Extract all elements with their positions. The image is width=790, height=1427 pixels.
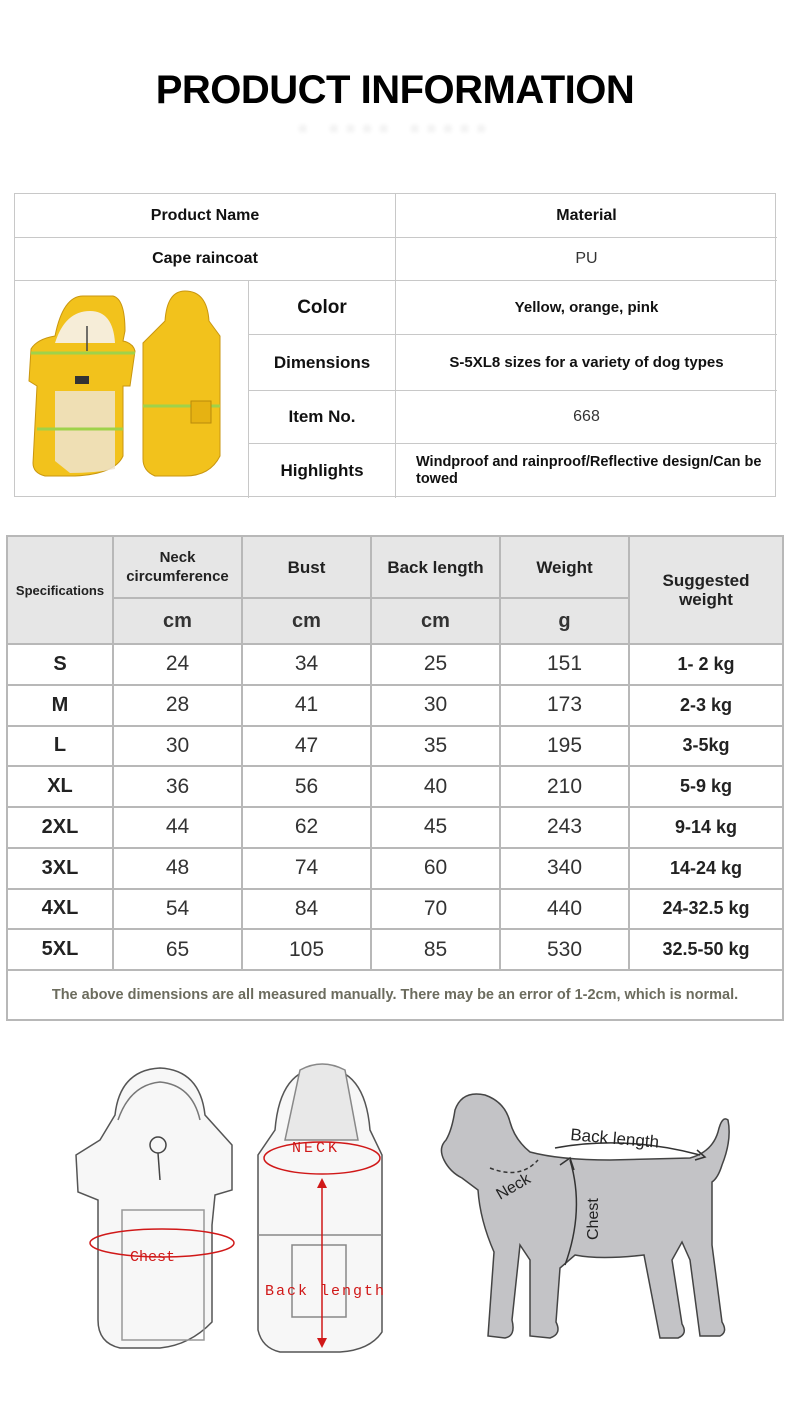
back-unit: cm <box>372 599 501 645</box>
cell-bust: 74 <box>243 849 372 890</box>
cell-neck: 24 <box>114 645 243 686</box>
cell-back: 70 <box>372 890 501 931</box>
cell-back: 85 <box>372 930 501 971</box>
cell-back: 45 <box>372 808 501 849</box>
title-watermark: ▪ ▪▪▪▪ ▪▪▪▪▪ <box>297 112 493 145</box>
cell-suggested: 1- 2 kg <box>630 645 782 686</box>
cell-weight: 151 <box>501 645 630 686</box>
raincoat-back-outline <box>258 1064 382 1352</box>
raincoat-front-outline <box>76 1068 232 1348</box>
dog-neck-label: Neck <box>493 1170 534 1204</box>
cell-suggested: 9-14 kg <box>630 808 782 849</box>
cell-neck: 48 <box>114 849 243 890</box>
cell-size: 4XL <box>8 890 114 931</box>
cell-size: M <box>8 686 114 727</box>
cell-suggested: 3-5kg <box>630 727 782 768</box>
item-no-value: 668 <box>396 391 777 444</box>
product-photo <box>15 281 249 498</box>
cell-weight: 173 <box>501 686 630 727</box>
neck-header: Neck circumference <box>114 537 243 599</box>
cell-weight: 530 <box>501 930 630 971</box>
dog-chest-label: Chest <box>585 1198 602 1240</box>
weight-header: Weight <box>501 537 630 599</box>
cell-suggested: 32.5-50 kg <box>630 930 782 971</box>
cell-suggested: 5-9 kg <box>630 767 782 808</box>
cell-size: S <box>8 645 114 686</box>
size-chart-table <box>6 535 784 1021</box>
cell-back: 35 <box>372 727 501 768</box>
cell-bust: 47 <box>243 727 372 768</box>
material-label: Material <box>396 194 777 238</box>
cell-size: L <box>8 727 114 768</box>
cell-neck: 30 <box>114 727 243 768</box>
neck-unit: cm <box>114 599 243 645</box>
dimensions-label: Dimensions <box>249 335 396 391</box>
cell-bust: 84 <box>243 890 372 931</box>
raincoat-image <box>15 281 249 498</box>
measurement-note: The above dimensions are all measured manually. There may be an error of 1-2cm, which is normal. <box>51 987 739 1003</box>
cell-size: XL <box>8 767 114 808</box>
cell-bust: 62 <box>243 808 372 849</box>
cell-suggested: 14-24 kg <box>630 849 782 890</box>
cell-bust: 41 <box>243 686 372 727</box>
cell-neck: 44 <box>114 808 243 849</box>
spec-header: Specifications <box>8 537 114 645</box>
cell-bust: 34 <box>243 645 372 686</box>
cell-weight: 243 <box>501 808 630 849</box>
cell-size: 3XL <box>8 849 114 890</box>
bust-header: Bust <box>243 537 372 599</box>
highlights-value: Windproof and rainproof/Reflective design/Can be towed <box>416 454 762 487</box>
cell-neck: 54 <box>114 890 243 931</box>
dimensions-value: S-5XL8 sizes for a variety of dog types <box>396 335 777 391</box>
bust-unit: cm <box>243 599 372 645</box>
cell-bust: 56 <box>243 767 372 808</box>
weight-unit: g <box>501 599 630 645</box>
color-value: Yellow, orange, pink <box>396 281 777 335</box>
back-length-label-garment: Back length <box>265 1283 387 1300</box>
cell-neck: 28 <box>114 686 243 727</box>
cell-back: 25 <box>372 645 501 686</box>
measurement-diagram <box>0 1060 790 1360</box>
highlights-label: Highlights <box>249 444 396 498</box>
cell-weight: 195 <box>501 727 630 768</box>
cell-back: 30 <box>372 686 501 727</box>
dog-back-length-label: Back length <box>569 1125 660 1152</box>
cell-back: 60 <box>372 849 501 890</box>
product-info-table <box>14 193 776 497</box>
product-name-label: Product Name <box>15 194 396 238</box>
cell-size: 2XL <box>8 808 114 849</box>
cell-weight: 440 <box>501 890 630 931</box>
product-name-value: Cape raincoat <box>15 238 396 281</box>
material-value: PU <box>396 238 777 281</box>
cell-weight: 340 <box>501 849 630 890</box>
back-length-header: Back length <box>372 537 501 599</box>
neck-label-garment: NECK <box>292 1140 341 1157</box>
cell-neck: 65 <box>114 930 243 971</box>
cell-suggested: 24-32.5 kg <box>630 890 782 931</box>
color-label: Color <box>249 281 396 335</box>
cell-suggested: 2-3 kg <box>630 686 782 727</box>
cell-neck: 36 <box>114 767 243 808</box>
page-title: PRODUCT INFORMATION <box>155 68 635 112</box>
suggested-weight-header: Suggested weight <box>630 537 782 645</box>
cell-back: 40 <box>372 767 501 808</box>
cell-size: 5XL <box>8 930 114 971</box>
cell-bust: 105 <box>243 930 372 971</box>
chest-label-garment: Chest <box>130 1249 176 1266</box>
item-no-label: Item No. <box>249 391 396 444</box>
cell-weight: 210 <box>501 767 630 808</box>
